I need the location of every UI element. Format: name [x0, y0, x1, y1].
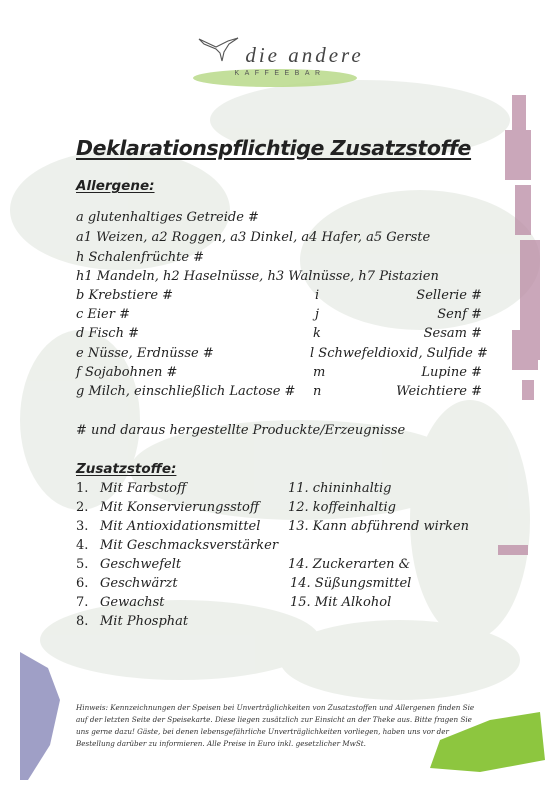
allergen-line: h1 Mandeln, h2 Haselnüsse, h3 Walnüsse, h7 Pistazien: [76, 269, 439, 284]
additive-item: 6. Geschwärzt: [76, 576, 178, 591]
allergens-heading: Allergene:: [76, 178, 155, 194]
allergen-left: d Fisch #: [76, 326, 139, 341]
hummingbird-icon: [196, 34, 240, 62]
allergen-right-name: Senf #: [437, 307, 482, 322]
allergen-left: g Milch, einschließlich Lactose #: [76, 384, 296, 399]
allergen-left: b Krebstiere #: [76, 288, 174, 303]
additive-item: 2. Mit Konservierungsstoff: [76, 500, 260, 515]
logo: [0, 34, 560, 77]
additive-item: 4. Mit Geschmacksverstärker: [76, 538, 279, 553]
allergen-right-name: Lupine #: [421, 365, 482, 380]
additive-item-right: 11. chininhaltig: [288, 481, 392, 496]
allergen-right-letter: i: [315, 288, 320, 303]
allergen-left: c Eier #: [76, 307, 130, 322]
allergen-line: a1 Weizen, a2 Roggen, a3 Dinkel, a4 Hafer, a5 Gerste: [76, 230, 431, 245]
allergen-right-letter: m: [313, 365, 326, 380]
allergen-left: f Sojabohnen #: [76, 365, 178, 380]
allergen-line: a glutenhaltiges Getreide #: [76, 210, 259, 225]
allergen-right-letter: k: [313, 326, 321, 341]
allergen-right-name: Weichtiere #: [396, 384, 482, 399]
logo-name: die andere: [245, 43, 364, 67]
allergen-right-name: Sesam #: [423, 326, 482, 341]
allergen-line: h Schalenfrüchte #: [76, 250, 205, 265]
allergen-right-name: l Schwefeldioxid, Sulfide #: [310, 346, 488, 361]
additive-item-right: 12. koffeinhaltig: [288, 500, 396, 515]
page-title: Deklarationspflichtige Zusatzstoffe: [76, 136, 472, 160]
allergen-right-letter: n: [313, 384, 322, 399]
additive-item: 5. Geschwefelt: [76, 557, 182, 572]
additive-item: 7. Gewachst: [76, 595, 165, 610]
additive-item: 3. Mit Antioxidationsmittel: [76, 519, 261, 534]
additive-item-right: 14. Zuckerarten &: [288, 557, 411, 572]
allergen-right-letter: j: [315, 307, 320, 322]
allergen-left: e Nüsse, Erdnüsse #: [76, 346, 214, 361]
logo-subtitle: KAFFEEBAR: [234, 70, 326, 77]
additive-item-right: 14. Süßungsmittel: [290, 576, 412, 591]
allergen-right-name: Sellerie #: [416, 288, 482, 303]
additives-heading: Zusatzstoffe:: [76, 461, 177, 477]
additive-item: 1. Mit Farbstoff: [76, 481, 187, 496]
additive-item-right: 13. Kann abführend wirken: [288, 519, 469, 534]
additive-item-right: 15. Mit Alkohol: [290, 595, 392, 610]
hinweis-note: Hinweis: Kennzeichnungen der Speisen bei Unverträglichkeiten von Zusatzstoffen und Allergenen finden Sie auf der letzten Seite der Speisekarte. Diese liegen zusätzlich zur Einsicht an der Theke aus. Bitte fragen Sie uns gerne dazu! Gäste, bei denen lebensgefährliche Unverträglichkeiten vorliegen, haben uns vor der Bestellung darüber zu informieren. Alle Preise in Euro inkl. gesetzlicher MwSt.: [76, 703, 475, 748]
allergen-footnote: # und daraus hergestellte Produckte/Erzeugnisse: [76, 423, 406, 438]
additive-item: 8. Mit Phosphat: [76, 614, 189, 629]
